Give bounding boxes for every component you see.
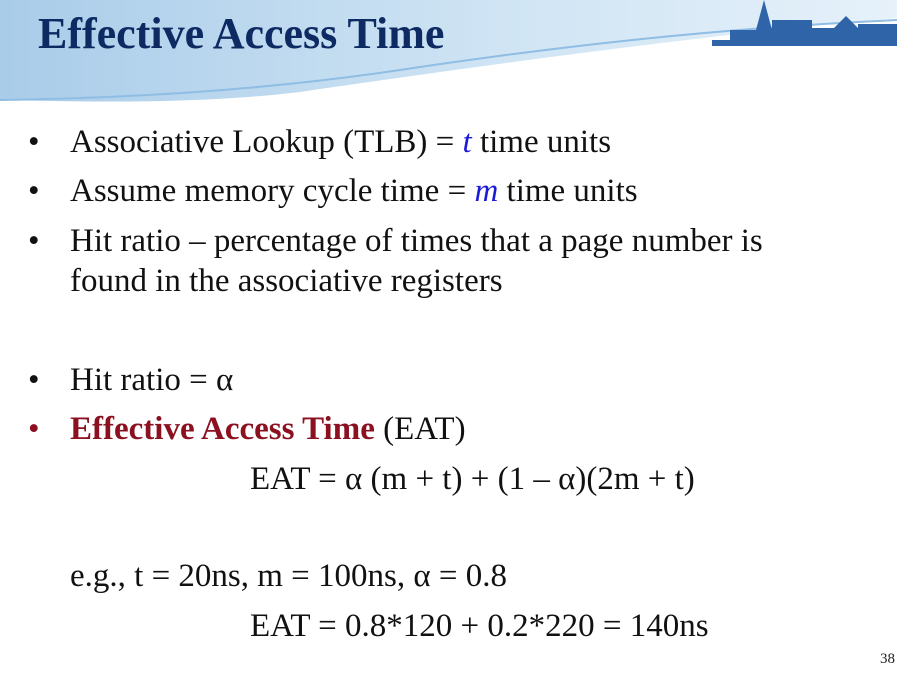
var-m: m bbox=[474, 173, 499, 209]
bullet-dot: • bbox=[28, 124, 40, 160]
bullet-dot: • bbox=[28, 411, 40, 447]
bullet-hit-ratio-definition-cont: found in the associative registers bbox=[70, 263, 503, 299]
slide-title: Effective Access Time bbox=[38, 9, 445, 58]
bullet-memory-cycle: • Assume memory cycle time = m time units bbox=[28, 173, 638, 209]
bullet-dot: • bbox=[28, 173, 40, 209]
bullet-hit-ratio-alpha: • Hit ratio = α bbox=[28, 362, 234, 398]
eat-highlight: Effective Access Time bbox=[70, 411, 375, 447]
example-result: EAT = 0.8*120 + 0.2*220 = 140ns bbox=[250, 608, 709, 644]
bullet-eat: • Effective Access Time (EAT) bbox=[28, 411, 466, 447]
page-number: 38 bbox=[880, 651, 895, 667]
bullet-tlb-lookup: • Associative Lookup (TLB) = t time units bbox=[28, 124, 612, 160]
eat-formula: EAT = α (m + t) + (1 – α)(2m + t) bbox=[250, 461, 695, 497]
bullet-dot: • bbox=[28, 362, 40, 398]
var-t: t bbox=[462, 124, 472, 160]
bullet-hit-ratio-definition: • Hit ratio – percentage of times that a page number is bbox=[28, 223, 763, 259]
bullet-dot: • bbox=[28, 223, 40, 259]
example-values: e.g., t = 20ns, m = 100ns, α = 0.8 bbox=[70, 558, 508, 594]
